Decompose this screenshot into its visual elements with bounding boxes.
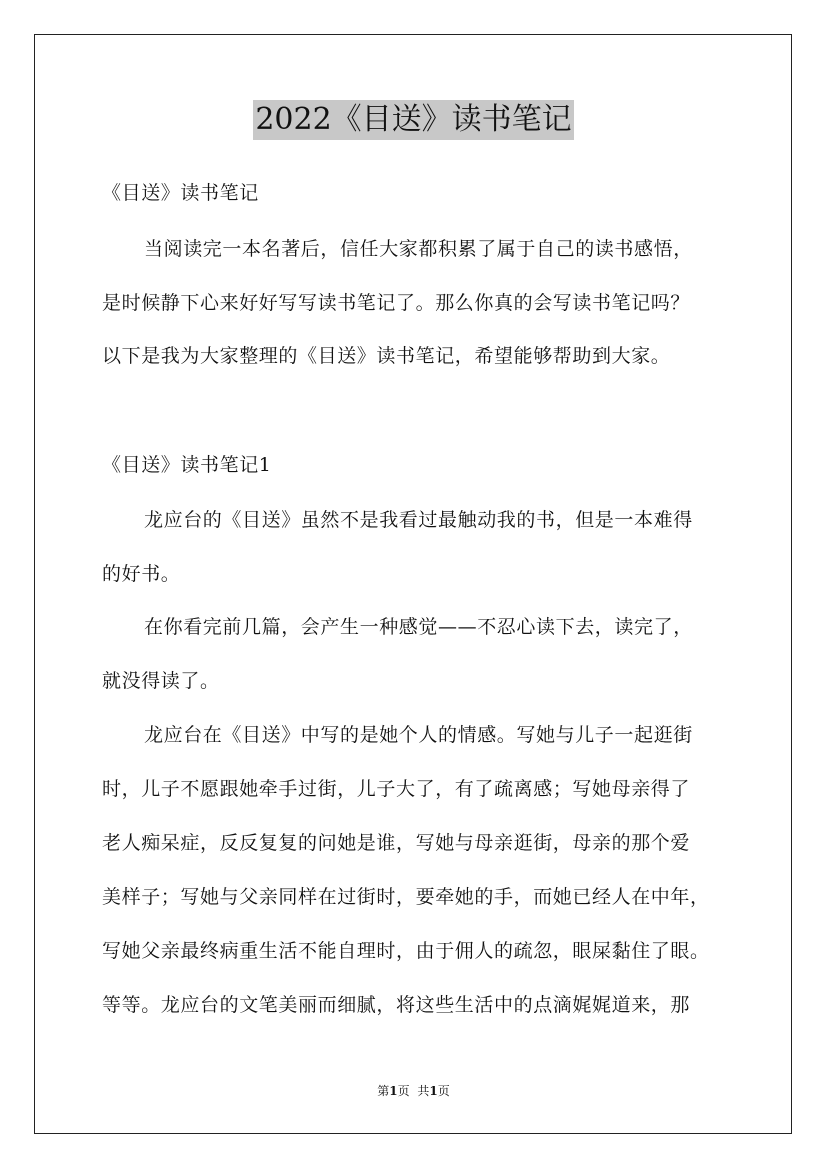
paragraph-line: 就没得读了。 <box>102 670 220 692</box>
total-suffix: 页 <box>437 1084 450 1098</box>
paragraph-line: 当阅读完一本名著后，信任大家都积累了属于自己的读书感悟， <box>144 238 693 260</box>
paragraph-line: 以下是我为大家整理的《目送》读书笔记，希望能够帮助到大家。 <box>102 345 671 367</box>
paragraph-line: 是时候静下心来好好写写读书笔记了。那么你真的会写读书笔记吗？ <box>102 292 691 314</box>
paragraph-line: 龙应台在《目送》中写的是她个人的情感。写她与儿子一起逛街 <box>144 724 693 746</box>
paragraph-line: 老人痴呆症，反反复复的问她是谁，写她与母亲逛街，母亲的那个爱 <box>102 832 691 854</box>
page-prefix: 第 <box>377 1084 390 1098</box>
paragraph-line: 写她父亲最终病重生活不能自理时，由于佣人的疏忽，眼屎黏住了眼。 <box>102 940 710 962</box>
page-number: 1 <box>389 1084 398 1098</box>
section-heading: 《目送》读书笔记1 <box>102 454 272 476</box>
title-wrap <box>0 100 827 140</box>
total-prefix: 共 <box>417 1084 430 1098</box>
paragraph-line: 的好书。 <box>102 563 181 585</box>
page-footer <box>0 1083 827 1099</box>
paragraph-line: 等等。龙应台的文笔美丽而细腻，将这些生活中的点滴娓娓道来，那 <box>102 994 691 1016</box>
document-title: 2022《目送》读书笔记 <box>253 100 573 140</box>
page-suffix: 页 <box>397 1084 410 1098</box>
paragraph-line: 在你看完前几篇，会产生一种感觉——不忍心读下去，读完了， <box>144 616 693 638</box>
total-number: 1 <box>429 1084 438 1098</box>
paragraph-line: 美样子；写她与父亲同样在过街时，要牵她的手，而她已经人在中年， <box>102 886 710 908</box>
paragraph-line: 龙应台的《目送》虽然不是我看过最触动我的书，但是一本难得 <box>144 509 693 531</box>
paragraph-line: 时，儿子不愿跟她牵手过街，儿子大了，有了疏离感；写她母亲得了 <box>102 778 691 800</box>
section-heading: 《目送》读书笔记 <box>102 182 259 204</box>
